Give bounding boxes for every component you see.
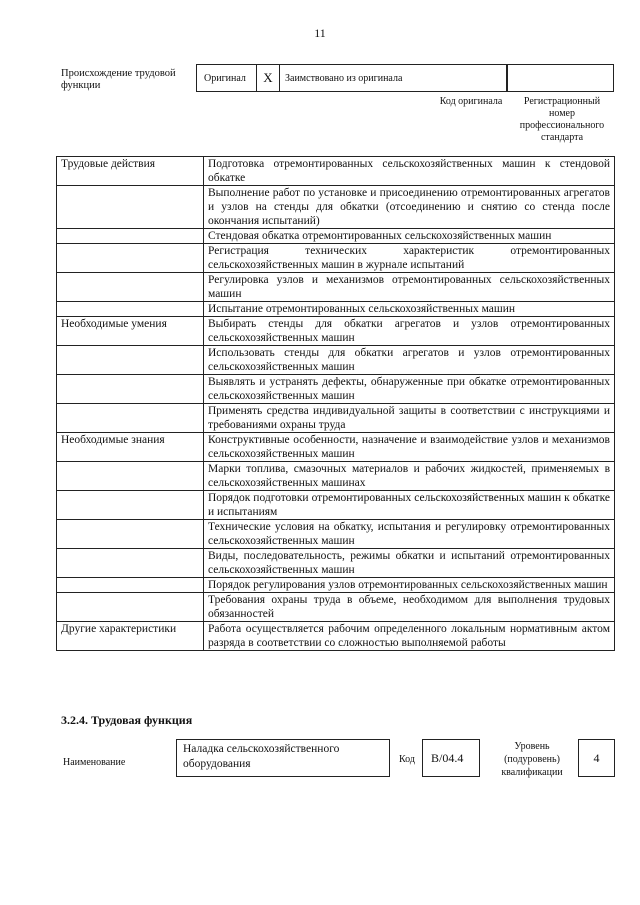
function-code-field: B/04.4 (422, 739, 480, 777)
origin-separator (507, 65, 508, 91)
row-category (57, 491, 204, 520)
row-text: Порядок регулирования узлов отремонтированных сельскохозяйственных машин (204, 578, 615, 593)
row-category: Другие характеристики (57, 622, 204, 651)
name-label: Наименование (63, 757, 126, 768)
origin-original-cell: Оригинал (197, 65, 257, 91)
row-text: Выполнение работ по установке и присоединению отремонтированных агрегатов и узлов на стенды для обкатки (отсоединению и снятию со стенда после окончания испытаний) (204, 186, 615, 229)
table-row (57, 622, 615, 651)
row-category (57, 244, 204, 273)
row-text: Требования охраны труда в объеме, необходимом для выполнения трудовых обязанностей (204, 593, 615, 622)
row-category (57, 375, 204, 404)
row-text: Регулировка узлов и механизмов отремонтированных сельскохозяйственных машин (204, 273, 615, 302)
row-category (57, 273, 204, 302)
row-category (57, 593, 204, 622)
table-row (57, 157, 615, 186)
table-row (57, 404, 615, 433)
row-text: Выявлять и устранять дефекты, обнаруженные при обкатке отремонтированных сельскохозяйственных машин (204, 375, 615, 404)
table-row (57, 244, 615, 273)
code-label: Код (399, 754, 415, 765)
table-row (57, 317, 615, 346)
row-text: Стендовая обкатка отремонтированных сельскохозяйственных машин (204, 229, 615, 244)
row-text: Применять средства индивидуальной защиты в соответствии с инструкциями и требованиями охраны труда (204, 404, 615, 433)
row-text: Подготовка отремонтированных сельскохозяйственных машин к стендовой обкатке (204, 157, 615, 186)
row-text: Марки топлива, смазочных материалов и рабочих жидкостей, применяемых в сельскохозяйственных машинах (204, 462, 615, 491)
code-original-caption: Код оригинала (439, 96, 503, 107)
page-number: 11 (314, 26, 326, 40)
row-text: Конструктивные особенности, назначение и взаимодействие узлов и механизмов сельскохозяйственных машин (204, 433, 615, 462)
origin-mark-cell: X (257, 65, 280, 91)
level-field: 4 (578, 739, 615, 777)
row-category (57, 302, 204, 317)
row-category (57, 346, 204, 375)
table-row (57, 578, 615, 593)
table-row (57, 375, 615, 404)
row-category: Необходимые знания (57, 433, 204, 462)
origin-label: Происхождение трудовой функции (61, 68, 176, 91)
level-label: Уровень (подуровень) квалификации (501, 741, 563, 778)
table-row (57, 520, 615, 549)
row-category (57, 520, 204, 549)
row-category (57, 462, 204, 491)
table-row (57, 491, 615, 520)
reg-number-caption: Регистрационный номер профессионального стандарта (519, 96, 605, 143)
row-text: Использовать стенды для обкатки агрегатов и узлов отремонтированных сельскохозяйственных машин (204, 346, 615, 375)
labor-function-table (56, 156, 615, 651)
origin-borrowed-cell: Заимствовано из оригинала (279, 65, 507, 91)
row-category (57, 578, 204, 593)
table-row (57, 549, 615, 578)
table-row (57, 462, 615, 491)
row-text: Виды, последовательность, режимы обкатки и испытаний отремонтированных сельскохозяйственных машин (204, 549, 615, 578)
table-row (57, 273, 615, 302)
row-category (57, 229, 204, 244)
row-category: Трудовые действия (57, 157, 204, 186)
row-category (57, 186, 204, 229)
table-row (57, 433, 615, 462)
section-title: 3.2.4. Трудовая функция (61, 713, 193, 727)
table-row (57, 186, 615, 229)
row-text: Регистрация технических характеристик отремонтированных сельскохозяйственных машин в журнале испытаний (204, 244, 615, 273)
row-text: Технические условия на обкатку, испытания и регулировку отремонтированных сельскохозяйственных машин (204, 520, 615, 549)
origin-box (196, 64, 614, 92)
table-row (57, 229, 615, 244)
row-text: Работа осуществляется рабочим определенного локальным нормативным актом разряда в соответствии со сложностью выполняемой работы (204, 622, 615, 651)
row-text: Испытание отремонтированных сельскохозяйственных машин (204, 302, 615, 317)
row-category: Необходимые умения (57, 317, 204, 346)
table-row (57, 593, 615, 622)
table-row (57, 302, 615, 317)
row-category (57, 404, 204, 433)
row-text: Порядок подготовки отремонтированных сельскохозяйственных машин к обкатке и испытаниям (204, 491, 615, 520)
row-category (57, 549, 204, 578)
table-row (57, 346, 615, 375)
function-name-field: Наладка сельскохозяйственного оборудования (176, 739, 390, 777)
row-text: Выбирать стенды для обкатки агрегатов и узлов отремонтированных сельскохозяйственных машин (204, 317, 615, 346)
